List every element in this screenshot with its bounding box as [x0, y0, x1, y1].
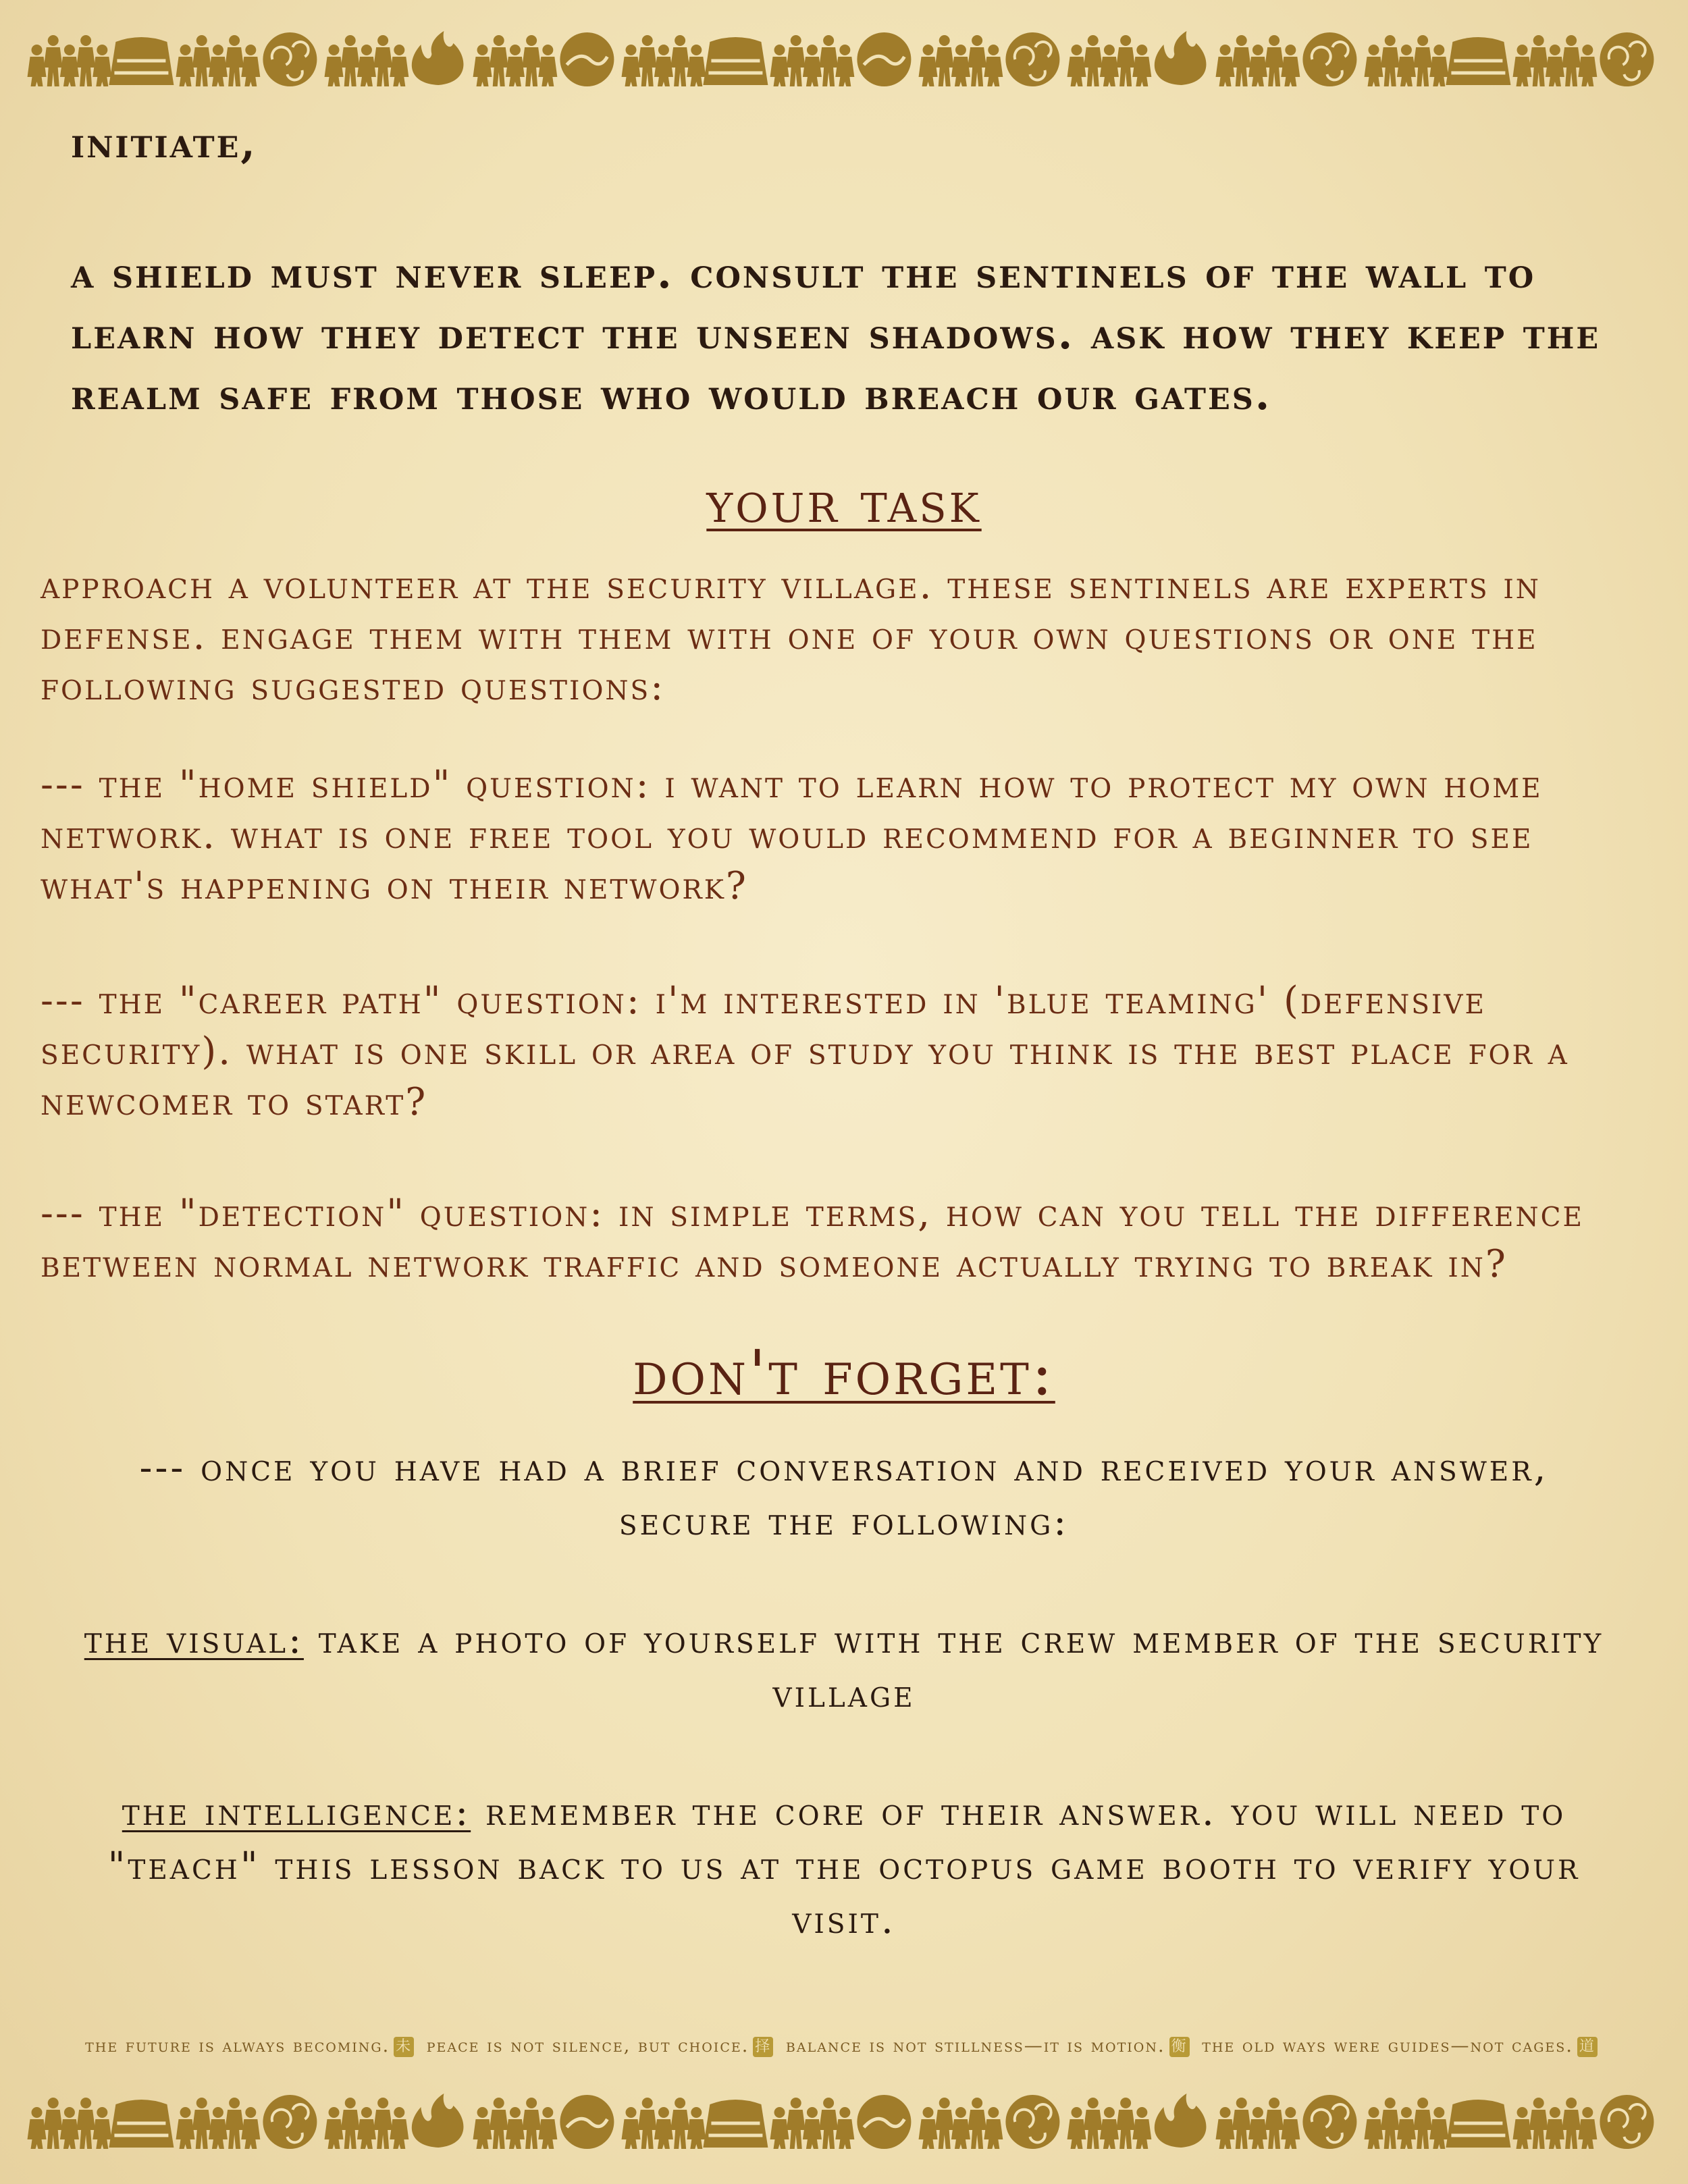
- figures-icon: [622, 2098, 706, 2149]
- figures-icon: [1216, 35, 1300, 86]
- intelligence-requirement: [68, 1786, 1620, 1948]
- figures-icon: [28, 35, 112, 86]
- air-symbol-icon: [263, 2095, 317, 2149]
- air-symbol-icon: [1600, 32, 1654, 86]
- air-symbol-icon: [263, 32, 317, 86]
- figures-icon: [919, 35, 1003, 86]
- footer-quote: balance is not stillness—it is motion.: [785, 2035, 1165, 2056]
- fire-symbol-icon: [1155, 31, 1207, 85]
- air-symbol-icon: [1005, 32, 1059, 86]
- greeting: initiate,: [71, 118, 258, 167]
- figures-icon: [1513, 2098, 1598, 2149]
- figures-icon: [325, 2098, 409, 2149]
- question-detection: --- the "detection" question: in simple terms, how can you tell the difference between normal network traffic and someone actually trying to break in?: [41, 1192, 1584, 1286]
- earth-symbol-icon: [703, 2100, 768, 2148]
- air-symbol-icon: [1600, 2095, 1654, 2149]
- bottom-decorative-border: [27, 2089, 1661, 2150]
- water-symbol-icon: [857, 32, 911, 86]
- earth-symbol-icon: [703, 37, 768, 85]
- figures-icon: [176, 2098, 261, 2149]
- visual-text: take a photo of yourself with the crew member of the security village: [303, 1618, 1604, 1716]
- question-career-path: --- the "career path" question: i'm interested in 'blue teaming' (defensive security). what is one skill or area of study you think is the best place for a newcomer to start?: [41, 979, 1569, 1124]
- seal-icon: 未: [394, 2037, 414, 2057]
- task-intro: approach a volunteer at the security village. these sentinels are experts in defense. engage them with them with one of your own questions or one the following suggested questions:: [41, 564, 1541, 709]
- figures-icon: [1216, 2098, 1300, 2149]
- question-home-shield: --- the "home shield" question: i want to learn how to protect my own home network. what is one free tool you would recommend for a beginner to see what's happening on their network?: [41, 763, 1543, 908]
- intelligence-label: the intelligence:: [122, 1790, 471, 1834]
- seal-icon: 择: [753, 2037, 773, 2057]
- figures-icon: [28, 2098, 112, 2149]
- figures-icon: [473, 35, 558, 86]
- visual-label: the visual:: [84, 1618, 304, 1662]
- fire-symbol-icon: [412, 31, 464, 85]
- figures-icon: [622, 35, 706, 86]
- figures-icon: [1365, 35, 1449, 86]
- air-symbol-icon: [1302, 32, 1356, 86]
- figures-icon: [1067, 2098, 1152, 2149]
- visual-requirement: [68, 1614, 1620, 1722]
- top-decorative-border: [27, 27, 1661, 88]
- seal-icon: 道: [1577, 2037, 1598, 2057]
- water-symbol-icon: [560, 2095, 614, 2149]
- footer-quote: the future is always becoming.: [85, 2035, 390, 2056]
- figures-icon: [770, 2098, 855, 2149]
- earth-symbol-icon: [1446, 37, 1510, 85]
- footer-quote: the old ways were guides—not cages.: [1202, 2035, 1573, 2056]
- figures-icon: [1067, 35, 1152, 86]
- figures-icon: [770, 35, 855, 86]
- figures-icon: [325, 35, 409, 86]
- intelligence-text: remember the core of their answer. you will need to "teach" this lesson back to us at the octopus game booth to verify your visit.: [107, 1790, 1581, 1942]
- footer-proverbs: [0, 2035, 1688, 2057]
- figures-icon: [919, 2098, 1003, 2149]
- intro-paragraph: a shield must never sleep. consult the sentinels of the wall to learn how they detect the unseen shadows. ask how they keep the realm safe from those who would breach our gates.: [71, 248, 1601, 419]
- figures-icon: [473, 2098, 558, 2149]
- fire-symbol-icon: [1155, 2094, 1207, 2148]
- figures-icon: [176, 35, 261, 86]
- air-symbol-icon: [1005, 2095, 1059, 2149]
- figures-icon: [1365, 2098, 1449, 2149]
- figures-icon: [1513, 35, 1598, 86]
- air-symbol-icon: [1302, 2095, 1356, 2149]
- your-task-heading: your task: [706, 469, 982, 535]
- earth-symbol-icon: [109, 2100, 174, 2148]
- secure-instructions: --- once you have had a brief conversation and received your answer, secure the following:: [139, 1446, 1549, 1544]
- dont-forget-heading: don't forget:: [633, 1337, 1055, 1409]
- water-symbol-icon: [857, 2095, 911, 2149]
- footer-quote: peace is not silence, but choice.: [426, 2035, 749, 2056]
- seal-icon: 衡: [1169, 2037, 1190, 2057]
- fire-symbol-icon: [412, 2094, 464, 2148]
- earth-symbol-icon: [109, 37, 174, 85]
- water-symbol-icon: [560, 32, 614, 86]
- earth-symbol-icon: [1446, 2100, 1510, 2148]
